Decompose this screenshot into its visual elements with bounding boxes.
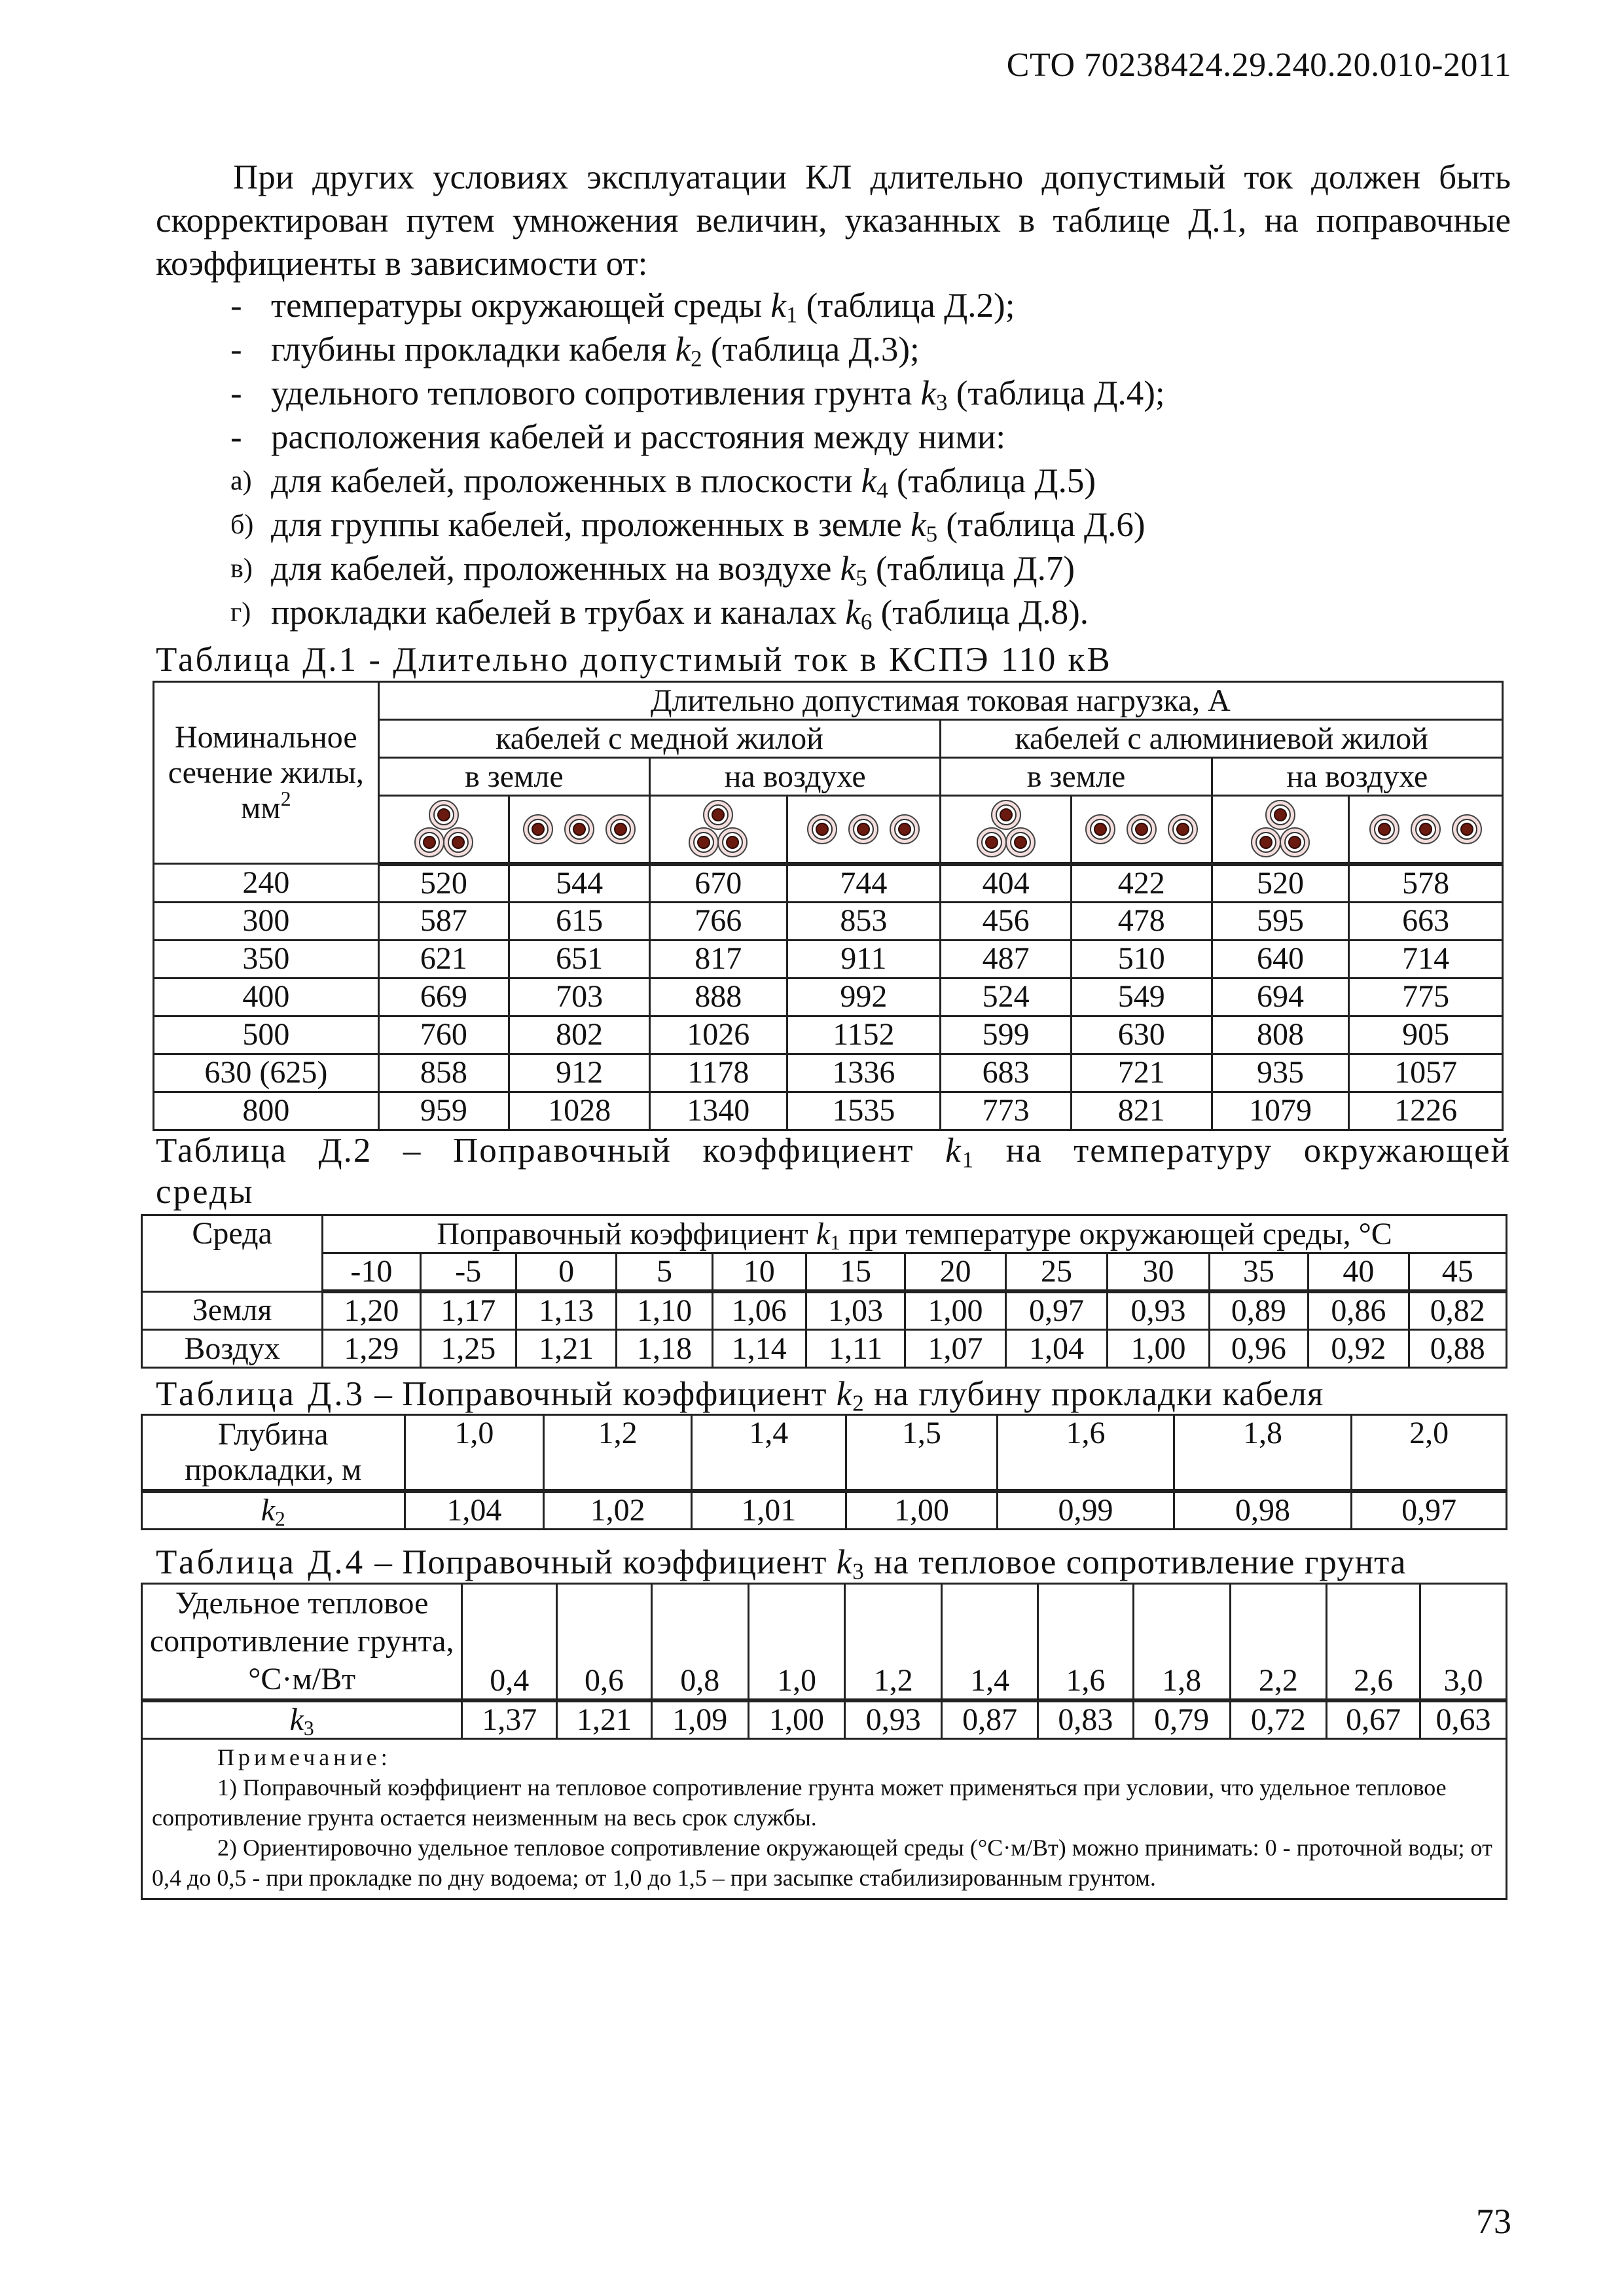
resistivity-header-cell: 0,6 <box>557 1584 652 1701</box>
coefficient-cell: 1,13 <box>516 1291 616 1330</box>
coefficient-cell: 0,87 <box>942 1700 1038 1739</box>
coefficient-cell: 1,14 <box>712 1330 806 1368</box>
coefficient-cell: 1,04 <box>1005 1330 1108 1368</box>
current-value-cell: 694 <box>1212 978 1348 1016</box>
current-value-cell: 549 <box>1071 978 1212 1016</box>
current-value-cell: 587 <box>378 902 509 940</box>
condition-item <box>230 547 1165 591</box>
resistivity-header-cell: 1,4 <box>942 1584 1038 1701</box>
temperature-header-cell: 10 <box>712 1253 806 1292</box>
condition-item <box>230 416 1165 459</box>
current-value-cell: 714 <box>1349 940 1503 978</box>
coefficient-cell: 0,96 <box>1209 1330 1308 1368</box>
current-value-cell: 992 <box>787 978 941 1016</box>
coefficient-cell: 1,10 <box>617 1291 712 1330</box>
current-value-cell: 760 <box>378 1016 509 1054</box>
cable-trefoil-icon <box>1212 796 1348 864</box>
coefficient-cell: 1,00 <box>846 1491 998 1530</box>
coefficient-cell: 1,20 <box>323 1291 420 1330</box>
table4-header-resistivity: Удельное тепловое сопротивление грунта, °С·м/Вт <box>142 1584 462 1701</box>
cable-flat-icon <box>1071 796 1212 864</box>
depth-header-cell: 1,5 <box>846 1415 998 1491</box>
table1-header-copper-air: на воздухе <box>650 758 941 796</box>
table2-caption-line2: среды <box>156 1173 255 1211</box>
condition-marker: в) <box>230 554 253 584</box>
condition-text: для кабелей, проложенных в плоскости $k_4$ (таблица Д.5) <box>271 462 1096 503</box>
current-value-cell: 595 <box>1212 902 1348 940</box>
current-value-cell: 808 <box>1212 1016 1348 1054</box>
coefficient-cell: 0,97 <box>1005 1291 1108 1330</box>
resistivity-header-cell: 1,6 <box>1038 1584 1133 1701</box>
coefficient-cell: 1,00 <box>1108 1330 1210 1368</box>
current-value-cell: 773 <box>941 1092 1072 1130</box>
current-value-cell: 651 <box>509 940 650 978</box>
current-value-cell: 817 <box>650 940 787 978</box>
condition-item <box>230 284 1165 328</box>
temperature-header-cell: -10 <box>323 1253 420 1292</box>
coefficient-cell: 1,03 <box>806 1291 905 1330</box>
coefficient-cell: 1,01 <box>691 1491 846 1530</box>
section-cell: 800 <box>154 1092 379 1130</box>
coefficient-cell: 1,09 <box>651 1700 748 1739</box>
condition-marker: а) <box>230 466 252 496</box>
depth-header-cell: 1,0 <box>405 1415 544 1491</box>
coefficient-cell: 0,82 <box>1409 1291 1506 1330</box>
condition-marker: б) <box>230 510 254 540</box>
coefficient-cell: 0,93 <box>1108 1291 1210 1330</box>
table-row <box>154 1054 1503 1092</box>
cable-trefoil-icon <box>378 796 509 864</box>
current-value-cell: 744 <box>787 864 941 903</box>
current-value-cell: 821 <box>1071 1092 1212 1130</box>
coefficient-cell: 0,88 <box>1409 1330 1506 1368</box>
current-value-cell: 520 <box>1212 864 1348 903</box>
current-value-cell: 766 <box>650 902 787 940</box>
table-row <box>142 1291 1507 1330</box>
table4-note-2: 2) Ориентировочно удельное тепловое сопротивление окружающей среды (°С·м/Вт) можно принимать: 0 - проточной воды; от 0,4 до 0,5 - при прокладке по дну водоема; от 1,0 до 1,5 – при засыпке стабилизированным грунтом. <box>152 1835 1492 1891</box>
table3-depth-coefficients <box>141 1414 1507 1530</box>
current-value-cell: 935 <box>1212 1054 1348 1092</box>
table1-header-load: Длительно допустимая токовая нагрузка, А <box>378 682 1502 720</box>
current-value-cell: 663 <box>1349 902 1503 940</box>
coefficient-cell: 0,97 <box>1352 1491 1507 1530</box>
coefficient-cell: 0,67 <box>1327 1700 1420 1739</box>
cable-flat-icon <box>509 796 650 864</box>
current-value-cell: 1535 <box>787 1092 941 1130</box>
table1-header-aluminium-ground: в земле <box>941 758 1212 796</box>
current-value-cell: 640 <box>1212 940 1348 978</box>
page-number: 73 <box>1476 2202 1511 2241</box>
coefficient-cell: 0,92 <box>1308 1330 1409 1368</box>
conditions-list <box>230 284 1165 635</box>
current-value-cell: 888 <box>650 978 787 1016</box>
section-cell: 350 <box>154 940 379 978</box>
table1-header-aluminium-air: на воздухе <box>1212 758 1502 796</box>
coefficient-cell: 0,93 <box>845 1700 942 1739</box>
coefficient-cell: 1,11 <box>806 1330 905 1368</box>
section-cell: 240 <box>154 864 379 903</box>
current-value-cell: 404 <box>941 864 1072 903</box>
table1-caption: Таблица Д.1 - Длительно допустимый ток в КСПЭ 110 кВ <box>156 641 1112 679</box>
coefficient-cell: 1,17 <box>420 1291 516 1330</box>
current-value-cell: 630 <box>1071 1016 1212 1054</box>
current-value-cell: 721 <box>1071 1054 1212 1092</box>
table-row <box>154 978 1503 1016</box>
current-value-cell: 1152 <box>787 1016 941 1054</box>
current-value-cell: 615 <box>509 902 650 940</box>
table3-header-depth: Глубина прокладки, м <box>142 1415 405 1491</box>
current-value-cell: 456 <box>941 902 1072 940</box>
table-row <box>142 1330 1507 1368</box>
resistivity-header-cell: 3,0 <box>1420 1584 1507 1701</box>
current-value-cell: 621 <box>378 940 509 978</box>
table1-header-copper: кабелей с медной жилой <box>378 720 941 758</box>
temperature-header-cell: 25 <box>1005 1253 1108 1292</box>
coefficient-cell: 1,18 <box>617 1330 712 1368</box>
current-value-cell: 912 <box>509 1054 650 1092</box>
section-cell: 300 <box>154 902 379 940</box>
medium-label-cell: Воздух <box>142 1330 323 1368</box>
current-value-cell: 959 <box>378 1092 509 1130</box>
coefficient-cell: 0,79 <box>1133 1700 1230 1739</box>
section-cell: 400 <box>154 978 379 1016</box>
current-value-cell: 578 <box>1349 864 1503 903</box>
current-value-cell: 1026 <box>650 1016 787 1054</box>
condition-text: глубины прокладки кабеля $k_2$ (таблица Д.3); <box>271 331 920 372</box>
table2-temperature-coefficients <box>141 1214 1507 1369</box>
current-value-cell: 478 <box>1071 902 1212 940</box>
condition-text: удельного теплового сопротивления грунта $k_3$ (таблица Д.4); <box>271 374 1165 416</box>
current-value-cell: 1079 <box>1212 1092 1348 1130</box>
table1-current-ratings <box>153 681 1504 1131</box>
coefficient-cell: 1,37 <box>462 1700 557 1739</box>
current-value-cell: 670 <box>650 864 787 903</box>
table1-header-section: Номинальное сечение жилы, $мм^2$ <box>154 682 379 864</box>
table-row <box>154 902 1503 940</box>
coefficient-cell: 1,29 <box>323 1330 420 1368</box>
current-value-cell: 1226 <box>1349 1092 1503 1130</box>
depth-header-cell: 1,8 <box>1174 1415 1352 1491</box>
resistivity-header-cell: 2,6 <box>1327 1584 1420 1701</box>
condition-item <box>230 591 1165 635</box>
coefficient-cell: 1,02 <box>544 1491 692 1530</box>
table-row <box>154 1092 1503 1130</box>
resistivity-header-cell: 1,0 <box>748 1584 845 1701</box>
depth-header-cell: 1,6 <box>998 1415 1174 1491</box>
coefficient-cell: 0,83 <box>1038 1700 1133 1739</box>
depth-header-cell: 1,4 <box>691 1415 846 1491</box>
current-value-cell: 775 <box>1349 978 1503 1016</box>
current-value-cell: 510 <box>1071 940 1212 978</box>
table-row <box>154 940 1503 978</box>
current-value-cell: 1340 <box>650 1092 787 1130</box>
coefficient-cell: 0,63 <box>1420 1700 1507 1739</box>
condition-item <box>230 372 1165 416</box>
coefficient-cell: 0,86 <box>1308 1291 1409 1330</box>
document-code: СТО 70238424.29.240.20.010-2011 <box>1006 46 1511 84</box>
temperature-header-cell: 0 <box>516 1253 616 1292</box>
resistivity-header-cell: 0,4 <box>462 1584 557 1701</box>
table4-note-1: 1) Поправочный коэффициент на тепловое сопротивление грунта может применяться при условии, что удельное тепловое сопротивление грунта остается неизменным на весь срок службы. <box>152 1774 1447 1831</box>
coefficient-cell: 1,00 <box>905 1291 1005 1330</box>
coefficient-cell: 0,72 <box>1230 1700 1327 1739</box>
temperature-header-cell: 35 <box>1209 1253 1308 1292</box>
condition-marker: г) <box>230 598 251 628</box>
current-value-cell: 487 <box>941 940 1072 978</box>
current-value-cell: 544 <box>509 864 650 903</box>
cable-trefoil-icon <box>941 796 1072 864</box>
cable-trefoil-icon <box>650 796 787 864</box>
current-value-cell: 802 <box>509 1016 650 1054</box>
condition-text: температуры окружающей среды $k_1$ (таблица Д.2); <box>271 287 1015 328</box>
table-row <box>154 864 1503 903</box>
section-cell: 500 <box>154 1016 379 1054</box>
current-value-cell: 853 <box>787 902 941 940</box>
temperature-header-cell: 40 <box>1308 1253 1409 1292</box>
current-value-cell: 683 <box>941 1054 1072 1092</box>
current-value-cell: 524 <box>941 978 1072 1016</box>
coefficient-cell: 0,98 <box>1174 1491 1352 1530</box>
condition-marker: - <box>230 287 242 325</box>
resistivity-header-cell: 2,2 <box>1230 1584 1327 1701</box>
current-value-cell: 422 <box>1071 864 1212 903</box>
temperature-header-cell: 15 <box>806 1253 905 1292</box>
intro-paragraph: При других условиях эксплуатации КЛ длительно допустимый ток должен быть скорректирован путем умножения величин, указанных в таблице Д.1, на поправочные коэффициенты в зависимости от: <box>156 158 1511 283</box>
condition-text: расположения кабелей и расстояния между ними: <box>271 418 1006 456</box>
table1-header-aluminium: кабелей с алюминиевой жилой <box>941 720 1503 758</box>
coefficient-cell: 1,21 <box>557 1700 652 1739</box>
current-value-cell: 669 <box>378 978 509 1016</box>
coefficient-cell: 1,00 <box>748 1700 845 1739</box>
cable-flat-icon <box>1349 796 1503 864</box>
table2-header-coefficient: Поправочный коэффициент $k_1$ при температуре окружающей среды, °С <box>323 1215 1507 1253</box>
temperature-header-cell: 20 <box>905 1253 1005 1292</box>
coefficient-cell: 0,99 <box>998 1491 1174 1530</box>
temperature-header-cell: -5 <box>420 1253 516 1292</box>
table4-caption: Таблица Д.4 – Поправочный коэффициент $k_3$ на тепловое сопротивление грунта <box>156 1543 1407 1585</box>
resistivity-header-cell: 0,8 <box>651 1584 748 1701</box>
table-row <box>154 1016 1503 1054</box>
coefficient-cell: 1,25 <box>420 1330 516 1368</box>
current-value-cell: 1336 <box>787 1054 941 1092</box>
resistivity-header-cell: 1,2 <box>845 1584 942 1701</box>
current-value-cell: 520 <box>378 864 509 903</box>
table2-caption: Таблица Д.2 – Поправочный коэффициент $k_1$ на температуру окружающей <box>156 1132 1511 1173</box>
coefficient-cell: 1,04 <box>405 1491 544 1530</box>
condition-item <box>230 459 1165 503</box>
depth-header-cell: 1,2 <box>544 1415 692 1491</box>
medium-label-cell: Земля <box>142 1291 323 1330</box>
coefficient-cell: 1,06 <box>712 1291 806 1330</box>
section-cell: 630 (625) <box>154 1054 379 1092</box>
condition-item <box>230 503 1165 547</box>
current-value-cell: 858 <box>378 1054 509 1092</box>
current-value-cell: 911 <box>787 940 941 978</box>
current-value-cell: 905 <box>1349 1016 1503 1054</box>
current-value-cell: 1057 <box>1349 1054 1503 1092</box>
depth-header-cell: 2,0 <box>1352 1415 1507 1491</box>
temperature-header-cell: 30 <box>1108 1253 1210 1292</box>
current-value-cell: 703 <box>509 978 650 1016</box>
temperature-header-cell: 5 <box>617 1253 712 1292</box>
table4-note: Примечание: 1) Поправочный коэффициент на тепловое сопротивление грунта может применяться при условии, что удельное тепловое сопротивление грунта остается неизменным на весь срок службы. 2) Ориентировочно удельное тепловое сопротивление окружающей среды (°С·м/Вт) можно принимать: 0 - проточной воды; от 0,4 до 0,5 - при прокладке по дну водоема; от 1,0 до 1,5 – при засыпке стабилизированным грунтом. <box>142 1739 1507 1899</box>
table3-caption: Таблица Д.3 – Поправочный коэффициент $k_2$ на глубину прокладки кабеля <box>156 1375 1324 1416</box>
coefficient-cell: 1,07 <box>905 1330 1005 1368</box>
coefficient-cell: 1,21 <box>516 1330 616 1368</box>
condition-marker: - <box>230 331 242 368</box>
condition-item <box>230 328 1165 372</box>
condition-text: прокладки кабелей в трубах и каналах $k_6$ (таблица Д.8). <box>271 594 1089 635</box>
condition-marker: - <box>230 418 242 456</box>
current-value-cell: 599 <box>941 1016 1072 1054</box>
condition-text: для кабелей, проложенных на воздухе $k_5$ (таблица Д.7) <box>271 550 1075 591</box>
temperature-header-cell: 45 <box>1409 1253 1506 1292</box>
table2-header-medium: Среда <box>142 1215 323 1292</box>
table3-row-label: $k_2$ <box>142 1491 405 1530</box>
table4-row-label: $k_3$ <box>142 1700 462 1739</box>
condition-marker: - <box>230 374 242 412</box>
cable-flat-icon <box>787 796 941 864</box>
table4-resistivity-coefficients <box>141 1583 1507 1900</box>
current-value-cell: 1028 <box>509 1092 650 1130</box>
coefficient-cell: 0,89 <box>1209 1291 1308 1330</box>
condition-text: для группы кабелей, проложенных в земле $k_5$ (таблица Д.6) <box>271 506 1146 547</box>
table1-header-copper-ground: в земле <box>378 758 649 796</box>
resistivity-header-cell: 1,8 <box>1133 1584 1230 1701</box>
current-value-cell: 1178 <box>650 1054 787 1092</box>
